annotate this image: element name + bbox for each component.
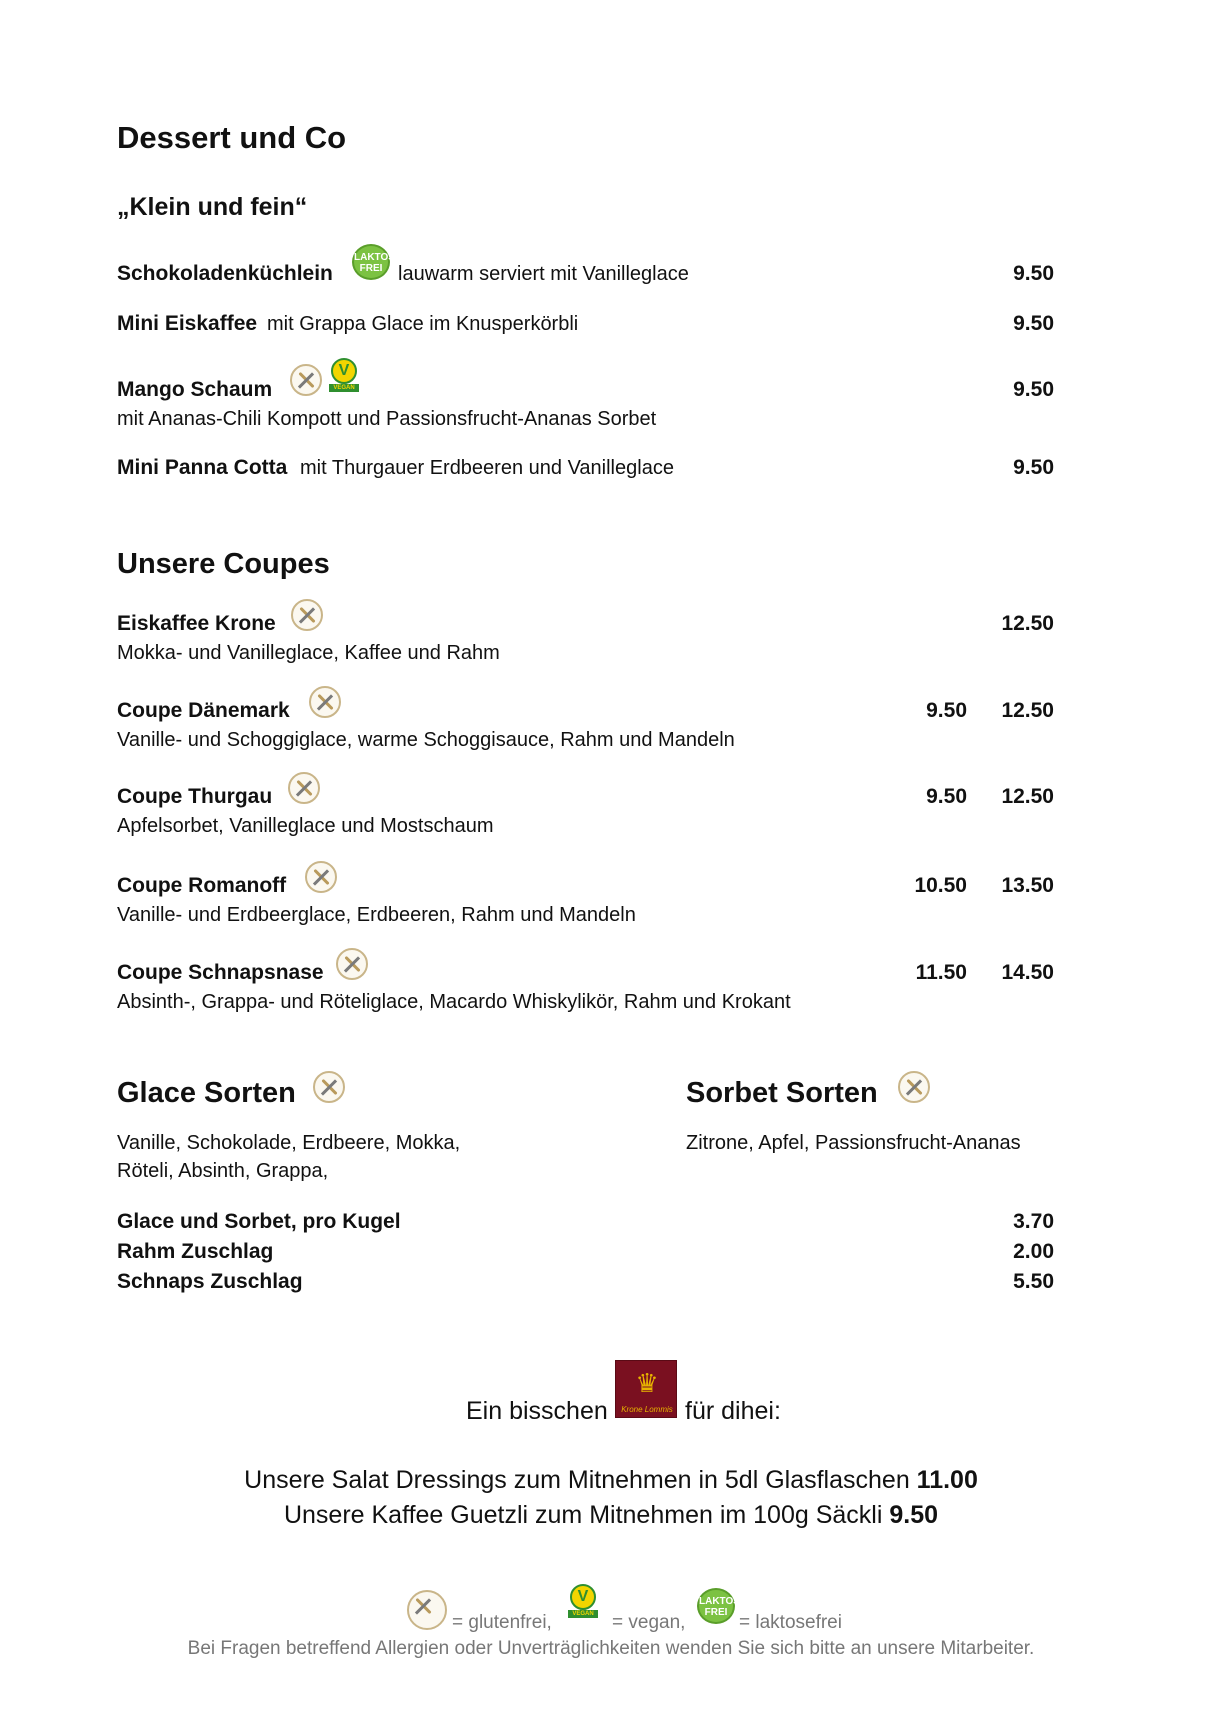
gluten-free-icon (291, 599, 323, 631)
extra-name: Glace und Sorbet, pro Kugel (117, 1210, 401, 1233)
menu-item-price: 9.50 (1013, 378, 1054, 401)
coupe-desc: Vanille- und Schoggiglace, warme Schoggisauce, Rahm und Mandeln (117, 729, 735, 751)
takeaway-line-1 (0, 1466, 1222, 1495)
glace-flavors-line2: Röteli, Absinth, Grappa, (117, 1160, 329, 1182)
coupe-price-small: 9.50 (926, 699, 967, 722)
menu-item-price: 9.50 (1013, 456, 1054, 479)
lactose-free-icon: LAKTOSE FREI (352, 244, 390, 280)
coupe-price-small: 11.50 (915, 961, 967, 984)
vegan-leaf-icon: V (570, 1584, 596, 1610)
extra-price: 3.70 (1013, 1210, 1054, 1233)
menu-item-desc: mit Thurgauer Erdbeeren und Vanilleglace (300, 457, 674, 479)
section-heading-glace: Glace Sorten (117, 1077, 296, 1109)
gluten-free-icon (336, 948, 368, 980)
gluten-free-icon (898, 1071, 930, 1103)
coupe-price-small: 10.50 (914, 874, 967, 897)
section-heading-sorbet: Sorbet Sorten (686, 1077, 878, 1109)
coupe-desc: Absinth-, Grappa- und Röteliglace, Macardo Whiskylikör, Rahm und Krokant (117, 991, 791, 1013)
gluten-free-icon (305, 861, 337, 893)
coupe-price-small: 9.50 (926, 785, 967, 808)
menu-item-name: Mini Eiskaffee (117, 312, 258, 335)
menu-item-price: 9.50 (1013, 262, 1054, 285)
takeaway-line-1-text: Unsere Salat Dressings zum Mitnehmen in 5dl Glasflaschen (244, 1466, 910, 1494)
coupe-desc: Apfelsorbet, Vanilleglace und Mostschaum (117, 815, 494, 837)
extra-name: Schnaps Zuschlag (117, 1270, 303, 1293)
takeaway-intro-before: Ein bisschen (466, 1397, 608, 1425)
takeaway-line-2-price: 9.50 (889, 1501, 939, 1529)
menu-item-desc: mit Ananas-Chili Kompott und Passionsfrucht-Ananas Sorbet (117, 408, 657, 430)
sorbet-flavors-line1: Zitrone, Apfel, Passionsfrucht-Ananas (686, 1132, 1021, 1154)
takeaway-line-2 (0, 1501, 1222, 1530)
takeaway-line-1-price: 11.00 (916, 1466, 978, 1494)
coupe-name: Coupe Romanoff (117, 874, 287, 897)
takeaway-line-2-text: Unsere Kaffee Guetzli zum Mitnehmen im 100g Säckli (283, 1501, 883, 1529)
coupe-price-large: 13.50 (1001, 874, 1054, 897)
gluten-free-icon (313, 1071, 345, 1103)
legend-gluten-label: = glutenfrei, (452, 1612, 552, 1633)
menu-item-desc: mit Grappa Glace im Knusperkörbli (267, 313, 579, 335)
vegan-icon (568, 1584, 598, 1618)
coupe-name: Coupe Thurgau (117, 785, 273, 808)
extra-name: Rahm Zuschlag (117, 1240, 274, 1263)
menu-item-name: Schokoladenküchlein (117, 262, 333, 285)
extra-price: 5.50 (1013, 1270, 1054, 1293)
krone-lommis-logo (615, 1360, 677, 1418)
vegan-icon (329, 358, 359, 392)
coupe-desc: Vanille- und Erdbeerglace, Erdbeeren, Rahm und Mandeln (117, 904, 636, 926)
gluten-free-icon (290, 364, 322, 396)
crown-icon: ♛ (635, 1368, 659, 1398)
vegan-leaf-icon: V (331, 358, 357, 384)
section-heading-klein: „Klein und fein“ (117, 193, 308, 221)
menu-item-name: Mango Schaum (117, 378, 273, 401)
gluten-free-icon (407, 1590, 447, 1630)
glace-flavors-line1: Vanille, Schokolade, Erdbeere, Mokka, (117, 1132, 461, 1154)
coupe-price-large: 14.50 (1001, 961, 1054, 984)
gluten-free-icon (309, 686, 341, 718)
gluten-free-icon (288, 772, 320, 804)
coupe-price-large: 12.50 (1001, 785, 1054, 808)
logo-brand-text: Krone Lommis (621, 1405, 673, 1414)
takeaway-intro-after: für dihei: (685, 1397, 781, 1425)
allergy-note: Bei Fragen betreffend Allergien oder Unverträglichkeiten wenden Sie sich bitte an unsere Mitarbeiter. (187, 1638, 1035, 1659)
coupe-price-large: 12.50 (1001, 612, 1054, 635)
coupe-name: Coupe Schnapsnase (117, 961, 324, 984)
coupe-price-large: 12.50 (1001, 699, 1054, 722)
coupe-name: Coupe Dänemark (117, 699, 290, 722)
legend-lactose-label: = laktosefrei (739, 1612, 842, 1633)
coupe-desc: Mokka- und Vanilleglace, Kaffee und Rahm (117, 642, 500, 664)
page-title: Dessert und Co (117, 120, 347, 155)
coupe-name: Eiskaffee Krone (117, 612, 276, 635)
lactose-free-icon: LAKTOSE FREI (697, 1588, 735, 1624)
menu-item-name: Mini Panna Cotta (117, 456, 288, 479)
menu-item-desc: lauwarm serviert mit Vanilleglace (398, 263, 689, 285)
vegan-badge-label: VEGAN (329, 384, 359, 392)
extra-price: 2.00 (1013, 1240, 1054, 1263)
section-heading-coupes: Unsere Coupes (117, 548, 330, 580)
menu-item-price: 9.50 (1013, 312, 1054, 335)
legend-vegan-label: = vegan, (612, 1612, 686, 1633)
vegan-badge-label: VEGAN (568, 1610, 598, 1618)
